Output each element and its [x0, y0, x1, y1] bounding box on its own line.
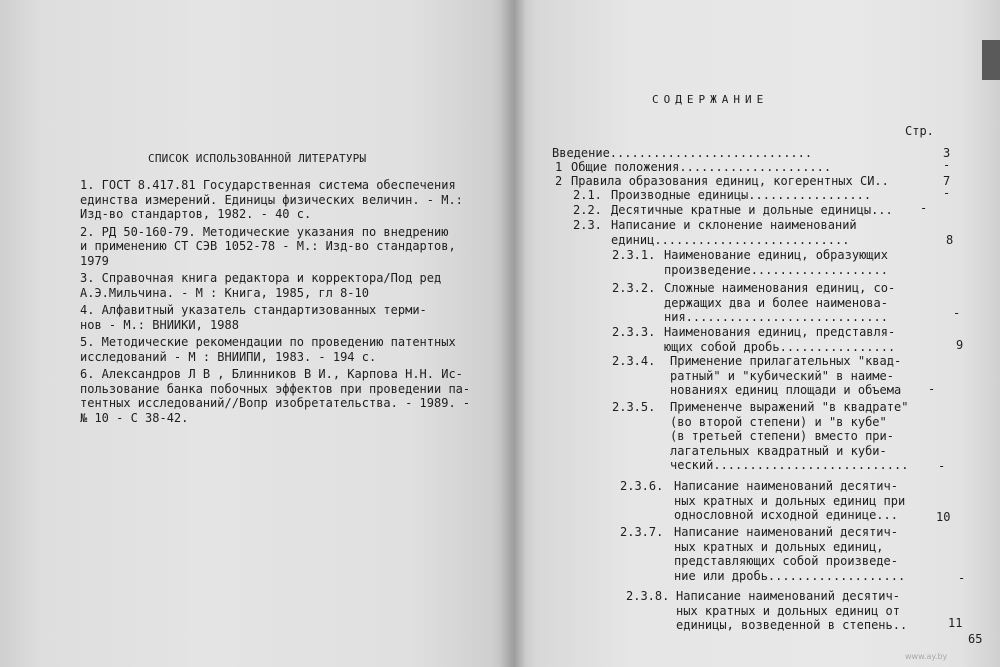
toc-entry-title: Написание и склонение наименований — [611, 218, 857, 232]
toc-entry-title: Десятичные кратные и дольные единицы... — [611, 203, 893, 217]
toc-entry-number: 2.3.7. — [620, 525, 664, 539]
toc-entry-title: Применение прилагательных "квад- — [670, 354, 902, 368]
toc-page-number: - — [938, 459, 946, 473]
reference-line: тентных исследований//Вопр изобретательства. - 1989. - — [80, 396, 471, 410]
toc-entry-title: лагательных квадратный и куби- — [670, 443, 887, 458]
toc-entry-number: 2.3.3. — [612, 325, 656, 339]
toc-entry-title: держащих два и более наименова- — [664, 295, 888, 310]
toc-entry — [612, 354, 901, 398]
toc-entry — [626, 589, 907, 633]
toc-entry-number: 2 — [555, 174, 563, 188]
toc-entry-title: Написание наименований десятич- — [674, 479, 898, 493]
toc-entry-title: ние или дробь................... — [674, 568, 906, 583]
reference-line: 1. ГОСТ 8.417.81 Государственная система обеспечения — [80, 178, 456, 192]
toc-page-number: 10 — [936, 510, 951, 524]
toc-entry — [612, 325, 895, 354]
reference-line: и применению СТ СЭВ 1052-78 - М.: Изд-во стандартов, — [80, 239, 456, 253]
toc-entry-title: ния............................ — [664, 310, 888, 324]
toc-entry-title: Сложные наименования единиц, со- — [664, 281, 896, 295]
toc-entry — [612, 281, 895, 325]
toc-page-number: - — [928, 382, 936, 396]
toc-page-number: - — [958, 571, 966, 585]
toc-entry-title: ных кратных и дольных единиц, — [674, 539, 884, 554]
toc-entry-number: 2.1. — [573, 188, 602, 202]
toc-entry — [573, 203, 893, 218]
toc-entry-number: 2.3.4. — [612, 354, 656, 368]
toc-page-number: 7 — [943, 174, 951, 188]
page-number: 65 — [968, 632, 983, 646]
toc-entry — [612, 400, 908, 473]
toc-entry-number: 1 — [555, 160, 563, 174]
toc-page-number: 9 — [956, 338, 964, 352]
contents-heading: СОДЕРЖАНИЕ — [652, 93, 769, 106]
reference-line: Изд-во стандартов, 1982. - 40 с. — [80, 207, 312, 221]
reference-line: исследований - М : ВНИИПИ, 1983. - 194 с. — [80, 349, 377, 364]
toc-entry-title: ющих собой дробь................ — [664, 339, 896, 354]
reference-line: А.Э.Мильчина. - М : Книга, 1985, гл 8-10 — [80, 285, 369, 300]
toc-entry-number: 2.3.6. — [620, 479, 664, 493]
toc-entry-title: ных кратных и дольных единиц при — [674, 493, 906, 508]
toc-page-number: - — [943, 186, 951, 200]
reference-line: 6. Александров Л В , Блинников В И., Карпова Н.Н. Ис- — [80, 367, 463, 381]
toc-entry-title: Написание наименований десятич- — [674, 525, 898, 539]
toc-entry — [573, 218, 857, 247]
reference-line: 2. РД 50-160-79. Методические указания по внедрению — [80, 224, 449, 239]
toc-entry-title: нованиях единиц площади и объема — [670, 383, 902, 397]
toc-entry-title: (в третьей степени) вместо при- — [670, 429, 894, 443]
toc-entry-number: 2.3. — [573, 218, 602, 232]
references-heading: СПИСОК ИСПОЛЬЗОВАННОЙ ЛИТЕРАТУРЫ — [148, 152, 367, 165]
toc-entry-number: 2.3.8. — [626, 589, 670, 603]
toc-entry — [612, 248, 888, 277]
toc-page-number: 11 — [948, 616, 963, 630]
toc-entry-title: Примененче выражений "в квадрате" — [670, 400, 909, 414]
toc-entry — [620, 525, 905, 583]
toc-entry-title: Введение............................ — [552, 146, 813, 160]
toc-entry-title: Производные единицы................. — [611, 188, 872, 202]
toc-entry — [552, 146, 812, 161]
toc-page-number: - — [943, 158, 951, 172]
toc-entry-title: Правила образования единиц, когерентных СИ.. — [571, 174, 889, 188]
page-column-label: Стр. — [905, 124, 934, 138]
reference-line: нов - М.: ВНИИКИ, 1988 — [80, 317, 239, 332]
toc-page-number: 8 — [946, 233, 954, 247]
toc-entry-title: Наименование единиц, образующих — [664, 248, 888, 262]
toc-entry-title: Наименования единиц, представля- — [664, 325, 896, 339]
toc-entry-title: единицы, возведенной в степень.. — [676, 618, 908, 632]
toc-entry-title: единиц........................... — [611, 232, 850, 247]
reference-line: 5. Методические рекомендации по проведению патентных — [80, 335, 456, 349]
toc-page-number: 3 — [943, 146, 951, 160]
toc-entry-title: Общие положения..................... — [571, 160, 832, 174]
toc-entry-number: 2.3.5. — [612, 400, 656, 414]
toc-entry-title: представляющих собой произведе- — [674, 554, 898, 568]
reference-line: 1979 — [80, 253, 109, 268]
watermark: www.ay.by — [905, 652, 948, 661]
toc-page-number: - — [953, 306, 961, 320]
toc-entry — [555, 174, 889, 189]
toc-entry-title: ных кратных и дольных единиц от — [676, 603, 900, 618]
reference-line: 3. Справочная книга редактора и корректора/Под ред — [80, 271, 442, 285]
reference-line: единства измерений. Единицы физических величин. - М.: — [80, 192, 463, 207]
toc-entry-title: произведение................... — [664, 262, 888, 277]
reference-line: № 10 - С 38-42. — [80, 410, 189, 425]
reference-line: 4. Алфавитный указатель стандартизованных терми- — [80, 303, 427, 317]
toc-entry-title: ратный" и "кубический" в наиме- — [670, 368, 894, 383]
toc-entry — [555, 160, 831, 175]
toc-entry-number: 2.3.1. — [612, 248, 656, 262]
toc-entry-title: ческий........................... — [670, 458, 909, 472]
reference-line: пользование банка побочных эффектов при проведении па- — [80, 381, 471, 396]
toc-entry-title: одноcловной исходной единице... — [674, 508, 898, 522]
toc-entry-title: Написание наименований десятич- — [676, 589, 900, 603]
toc-page-number: - — [920, 201, 928, 215]
toc-entry-number: 2.2. — [573, 203, 602, 217]
toc-entry-number: 2.3.2. — [612, 281, 656, 295]
toc-entry-title: (во второй степени) и "в кубе" — [670, 414, 887, 429]
toc-entry — [620, 479, 905, 523]
toc-entry — [573, 188, 871, 203]
